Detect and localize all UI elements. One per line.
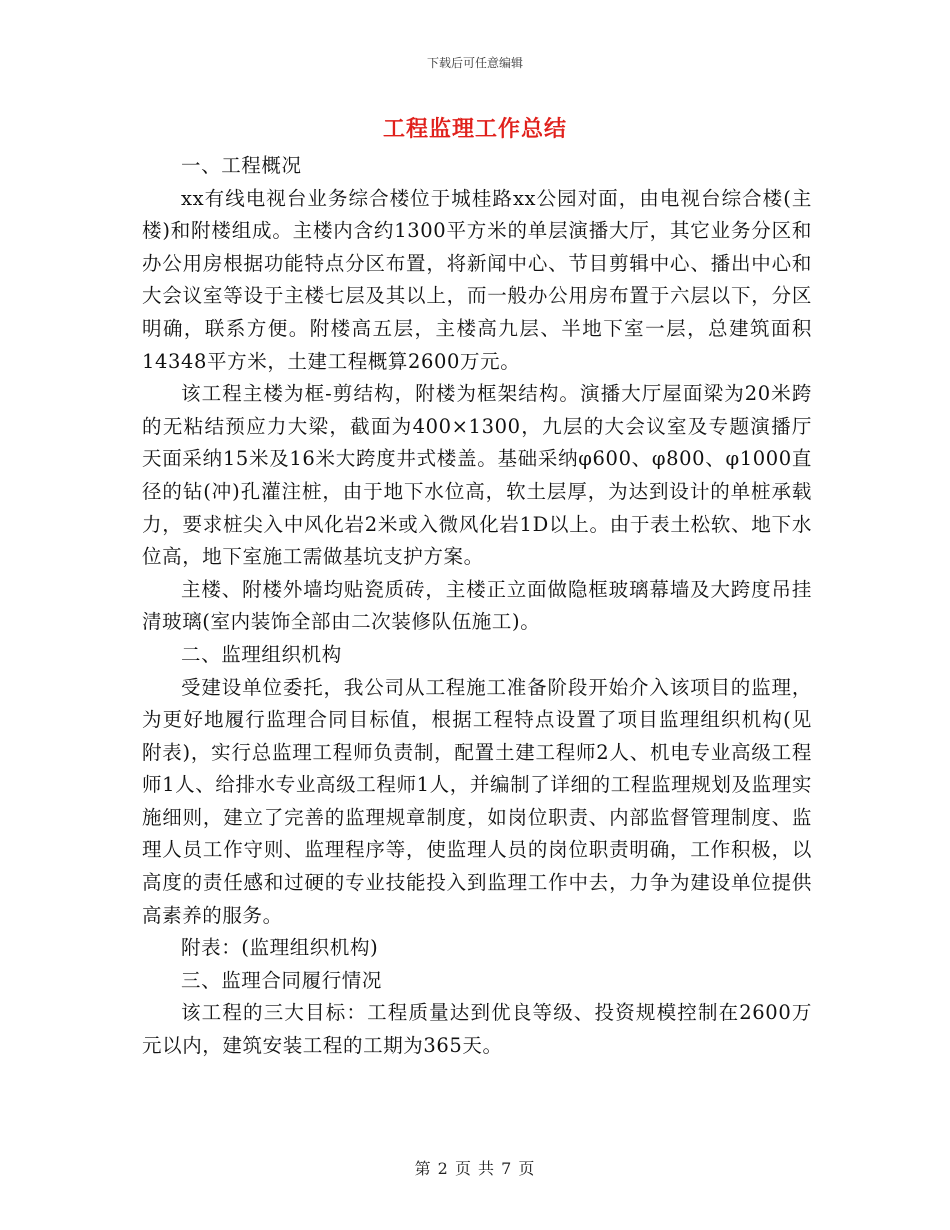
- document-title: 工程监理工作总结: [382, 117, 567, 142]
- section-heading-contract: 三、监理合同履行情况: [181, 968, 383, 992]
- paragraph-facade: 主楼、附楼外墙均贴瓷质砖，主楼正立面做隐框玻璃幕墙及大跨度吊挂清玻璃(室内装饰全部由二次装修队伍施工)。: [142, 577, 812, 634]
- paragraph-organization: 受建设单位委托，我公司从工程施工准备阶段开始介入该项目的监理，为更好地履行监理合同目标值，根据工程特点设置了项目监理组织机构(见附表)，实行总监理工程师负责制，配置土建工程师2人、机电专业高级工程师1人、给排水专业高级工程师1人，并编制了详细的工程监理规划及监理实施细则，建立了完善的监理规章制度，如岗位职责、内部监督管理制度、监理人员工作守则、监理程序等，使监理人员的岗位职责明确，工作积极，以高度的责任感和过硬的专业技能投入到监理工作中去，力争为建设单位提供高素养的服务。: [142, 675, 812, 927]
- paragraph-structure: 该工程主楼为框-剪结构，附楼为框架结构。演播大厅屋面梁为20米跨的无粘结预应力大梁，截面为400×1300，九层的大会议室及专题演播厅天面采纳15米及16米大跨度井式楼盖。基础采纳φ600、φ800、φ1000直径的钻(冲)孔灌注桩，由于地下水位高，软土层厚，为达到设计的单桩承载力，要求桩尖入中风化岩2米或入微风化岩1D以上。由于表土松软、地下水位高，地下室施工需做基坑支护方案。: [142, 382, 812, 569]
- document-body: [142, 150, 812, 1063]
- paragraph-appendix-note: 附表：(监理组织机构): [181, 936, 379, 960]
- header-note: 下载后可任意编辑: [426, 56, 523, 70]
- page-number: 第 2 页 共 7 页: [414, 1159, 536, 1178]
- paragraph-overview: xx有线电视台业务综合楼位于城桂路xx公园对面，由电视台综合楼(主楼)和附楼组成。主楼内含约1300平方米的单层演播大厅，其它业务分区和办公用房根据功能特点分区布置，将新闻中心、节目剪辑中心、播出中心和大会议室等设于主楼七层及其以上，而一般办公用房布置于六层以下，分区明确，联系方便。附楼高五层，主楼高九层、半地下室一层，总建筑面积14348平方米，土建工程概算2600万元。: [142, 186, 812, 373]
- paragraph-contract: 该工程的三大目标：工程质量达到优良等级、投资规模控制在2600万元以内，建筑安装工程的工期为365天。: [142, 1001, 812, 1058]
- section-heading-overview: 一、工程概况: [181, 154, 302, 177]
- section-heading-organization: 二、监理组织机构: [181, 642, 342, 666]
